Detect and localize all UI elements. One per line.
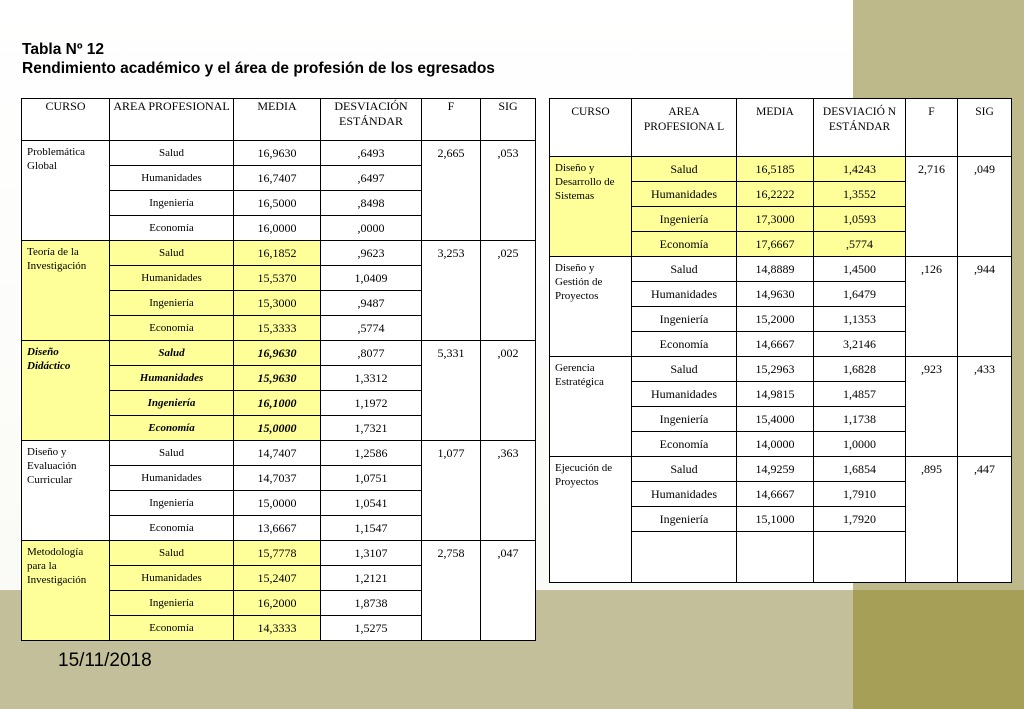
desv-cell: 1,7910 — [814, 482, 906, 507]
empty-cell — [814, 532, 906, 583]
media-cell: 16,0000 — [234, 216, 321, 241]
course-cell: Problemática Global — [22, 141, 110, 241]
header-f: F — [906, 99, 958, 157]
desv-cell: 1,3312 — [321, 366, 422, 391]
desv-cell: ,9487 — [321, 291, 422, 316]
desv-cell: 1,6854 — [814, 457, 906, 482]
table-row — [22, 441, 536, 466]
desv-cell: 1,0000 — [814, 432, 906, 457]
area-cell: Ingeniería — [632, 407, 737, 432]
desv-cell: 1,8738 — [321, 591, 422, 616]
media-cell: 16,2222 — [737, 182, 814, 207]
area-cell: Humanidades — [632, 182, 737, 207]
media-cell: 16,1000 — [234, 391, 321, 416]
sig-cell: ,002 — [481, 341, 536, 441]
course-cell: Diseño Didáctico — [22, 341, 110, 441]
sig-cell: ,025 — [481, 241, 536, 341]
area-cell: Salud — [632, 357, 737, 382]
slide-date: 15/11/2018 — [58, 650, 152, 671]
desv-cell: 1,3552 — [814, 182, 906, 207]
area-cell: Humanidades — [110, 566, 234, 591]
sig-cell: ,047 — [481, 541, 536, 641]
desv-cell: 1,3107 — [321, 541, 422, 566]
media-cell: 16,5000 — [234, 191, 321, 216]
area-cell: Ingeniería — [110, 491, 234, 516]
table-caption: Rendimiento académico y el área de profesión de los egresados — [22, 60, 495, 77]
area-cell: Economía — [110, 216, 234, 241]
desv-cell: 1,7321 — [321, 416, 422, 441]
course-cell: Ejecución de Proyectos — [550, 457, 632, 583]
header-sig: SIG — [481, 99, 536, 141]
media-cell: 15,2407 — [234, 566, 321, 591]
header-sig: SIG — [958, 99, 1012, 157]
area-cell: Humanidades — [110, 466, 234, 491]
course-cell: Metodología para la Investigación — [22, 541, 110, 641]
desv-cell: 1,1738 — [814, 407, 906, 432]
empty-cell — [632, 532, 737, 583]
f-cell: 2,716 — [906, 157, 958, 257]
media-cell: 15,5370 — [234, 266, 321, 291]
sig-cell: ,363 — [481, 441, 536, 541]
desv-cell: 1,4243 — [814, 157, 906, 182]
header-area: AREA PROFESIONAL — [110, 99, 234, 141]
table-row — [550, 157, 1012, 182]
table-row — [22, 241, 536, 266]
f-cell: 2,665 — [422, 141, 481, 241]
sig-cell: ,053 — [481, 141, 536, 241]
media-cell: 15,9630 — [234, 366, 321, 391]
f-cell: 5,331 — [422, 341, 481, 441]
desv-cell: ,8077 — [321, 341, 422, 366]
area-cell: Salud — [110, 441, 234, 466]
desv-cell: 1,0541 — [321, 491, 422, 516]
media-cell: 16,7407 — [234, 166, 321, 191]
header-f: F — [422, 99, 481, 141]
media-cell: 14,6667 — [737, 482, 814, 507]
desv-cell: ,6497 — [321, 166, 422, 191]
f-cell: ,895 — [906, 457, 958, 583]
course-cell: Teoría de la Investigación — [22, 241, 110, 341]
table-row — [550, 357, 1012, 382]
desv-cell: 1,4500 — [814, 257, 906, 282]
area-cell: Humanidades — [110, 366, 234, 391]
media-cell: 16,9630 — [234, 141, 321, 166]
media-cell: 15,2000 — [737, 307, 814, 332]
sig-cell: ,944 — [958, 257, 1012, 357]
desv-cell: ,5774 — [814, 232, 906, 257]
media-cell: 17,6667 — [737, 232, 814, 257]
desv-cell: 1,7920 — [814, 507, 906, 532]
sig-cell: ,447 — [958, 457, 1012, 583]
slide-title — [22, 40, 495, 78]
area-cell: Salud — [632, 257, 737, 282]
desv-cell: ,0000 — [321, 216, 422, 241]
media-cell: 17,3000 — [737, 207, 814, 232]
desv-cell: ,6493 — [321, 141, 422, 166]
table-row — [550, 257, 1012, 282]
table-row — [22, 141, 536, 166]
area-cell: Salud — [632, 157, 737, 182]
media-cell: 15,0000 — [234, 416, 321, 441]
area-cell: Economía — [632, 432, 737, 457]
header-media: MEDIA — [234, 99, 321, 141]
sig-cell: ,433 — [958, 357, 1012, 457]
area-cell: Ingeniería — [632, 507, 737, 532]
header-desviacion: DESVIACIÓ N ESTÁNDAR — [814, 99, 906, 157]
area-cell: Salud — [110, 541, 234, 566]
area-cell: Ingeniería — [632, 307, 737, 332]
area-cell: Humanidades — [632, 382, 737, 407]
f-cell: ,126 — [906, 257, 958, 357]
area-cell: Salud — [110, 241, 234, 266]
desv-cell: 1,4857 — [814, 382, 906, 407]
media-cell: 16,2000 — [234, 591, 321, 616]
desv-cell: 1,2121 — [321, 566, 422, 591]
area-cell: Economía — [632, 232, 737, 257]
area-cell: Ingeniería — [110, 191, 234, 216]
area-cell: Humanidades — [110, 266, 234, 291]
desv-cell: ,5774 — [321, 316, 422, 341]
media-cell: 16,9630 — [234, 341, 321, 366]
area-cell: Humanidades — [110, 166, 234, 191]
header-desviacion: DESVIACIÓN ESTÁNDAR — [321, 99, 422, 141]
course-cell: Diseño y Evaluación Curricular — [22, 441, 110, 541]
header-row — [22, 99, 536, 141]
course-cell: Diseño y Desarrollo de Sistemas — [550, 157, 632, 257]
desv-cell: 1,5275 — [321, 616, 422, 641]
desv-cell: 1,0593 — [814, 207, 906, 232]
left-results-table — [21, 98, 536, 641]
header-curso: CURSO — [550, 99, 632, 157]
desv-cell: 1,1353 — [814, 307, 906, 332]
media-cell: 16,1852 — [234, 241, 321, 266]
media-cell: 15,4000 — [737, 407, 814, 432]
desv-cell: 1,1547 — [321, 516, 422, 541]
empty-cell — [737, 532, 814, 583]
table-row — [22, 341, 536, 366]
course-cell: Diseño y Gestión de Proyectos — [550, 257, 632, 357]
media-cell: 15,0000 — [234, 491, 321, 516]
media-cell: 13,6667 — [234, 516, 321, 541]
area-cell: Economía — [632, 332, 737, 357]
table-number: Tabla Nº 12 — [22, 41, 105, 58]
area-cell: Economía — [110, 516, 234, 541]
header-media: MEDIA — [737, 99, 814, 157]
media-cell: 15,7778 — [234, 541, 321, 566]
course-cell: Gerencia Estratégica — [550, 357, 632, 457]
media-cell: 15,3333 — [234, 316, 321, 341]
desv-cell: 1,1972 — [321, 391, 422, 416]
area-cell: Economía — [110, 416, 234, 441]
area-cell: Salud — [110, 341, 234, 366]
header-curso: CURSO — [22, 99, 110, 141]
f-cell: ,923 — [906, 357, 958, 457]
desv-cell: 1,0409 — [321, 266, 422, 291]
media-cell: 14,7407 — [234, 441, 321, 466]
area-cell: Ingeniería — [110, 291, 234, 316]
media-cell: 14,7037 — [234, 466, 321, 491]
area-cell: Economía — [110, 616, 234, 641]
area-cell: Economía — [110, 316, 234, 341]
media-cell: 14,9630 — [737, 282, 814, 307]
f-cell: 2,758 — [422, 541, 481, 641]
media-cell: 14,8889 — [737, 257, 814, 282]
f-cell: 3,253 — [422, 241, 481, 341]
media-cell: 15,3000 — [234, 291, 321, 316]
media-cell: 14,0000 — [737, 432, 814, 457]
f-cell: 1,077 — [422, 441, 481, 541]
sig-cell: ,049 — [958, 157, 1012, 257]
media-cell: 15,2963 — [737, 357, 814, 382]
right-results-table — [549, 98, 1012, 583]
area-cell: Humanidades — [632, 482, 737, 507]
area-cell: Salud — [632, 457, 737, 482]
desv-cell: 1,6479 — [814, 282, 906, 307]
area-cell: Ingeniería — [632, 207, 737, 232]
media-cell: 14,9815 — [737, 382, 814, 407]
desv-cell: 1,0751 — [321, 466, 422, 491]
media-cell: 14,9259 — [737, 457, 814, 482]
media-cell: 14,6667 — [737, 332, 814, 357]
table-row — [550, 457, 1012, 482]
table-row — [22, 541, 536, 566]
desv-cell: 3,2146 — [814, 332, 906, 357]
desv-cell: 1,2586 — [321, 441, 422, 466]
area-cell: Humanidades — [632, 282, 737, 307]
media-cell: 16,5185 — [737, 157, 814, 182]
desv-cell: ,9623 — [321, 241, 422, 266]
area-cell: Ingeniería — [110, 591, 234, 616]
header-row — [550, 99, 1012, 157]
area-cell: Salud — [110, 141, 234, 166]
desv-cell: ,8498 — [321, 191, 422, 216]
background-corner-block — [853, 590, 1024, 709]
desv-cell: 1,6828 — [814, 357, 906, 382]
media-cell: 15,1000 — [737, 507, 814, 532]
media-cell: 14,3333 — [234, 616, 321, 641]
header-area: AREA PROFESIONA L — [632, 99, 737, 157]
area-cell: Ingeniería — [110, 391, 234, 416]
